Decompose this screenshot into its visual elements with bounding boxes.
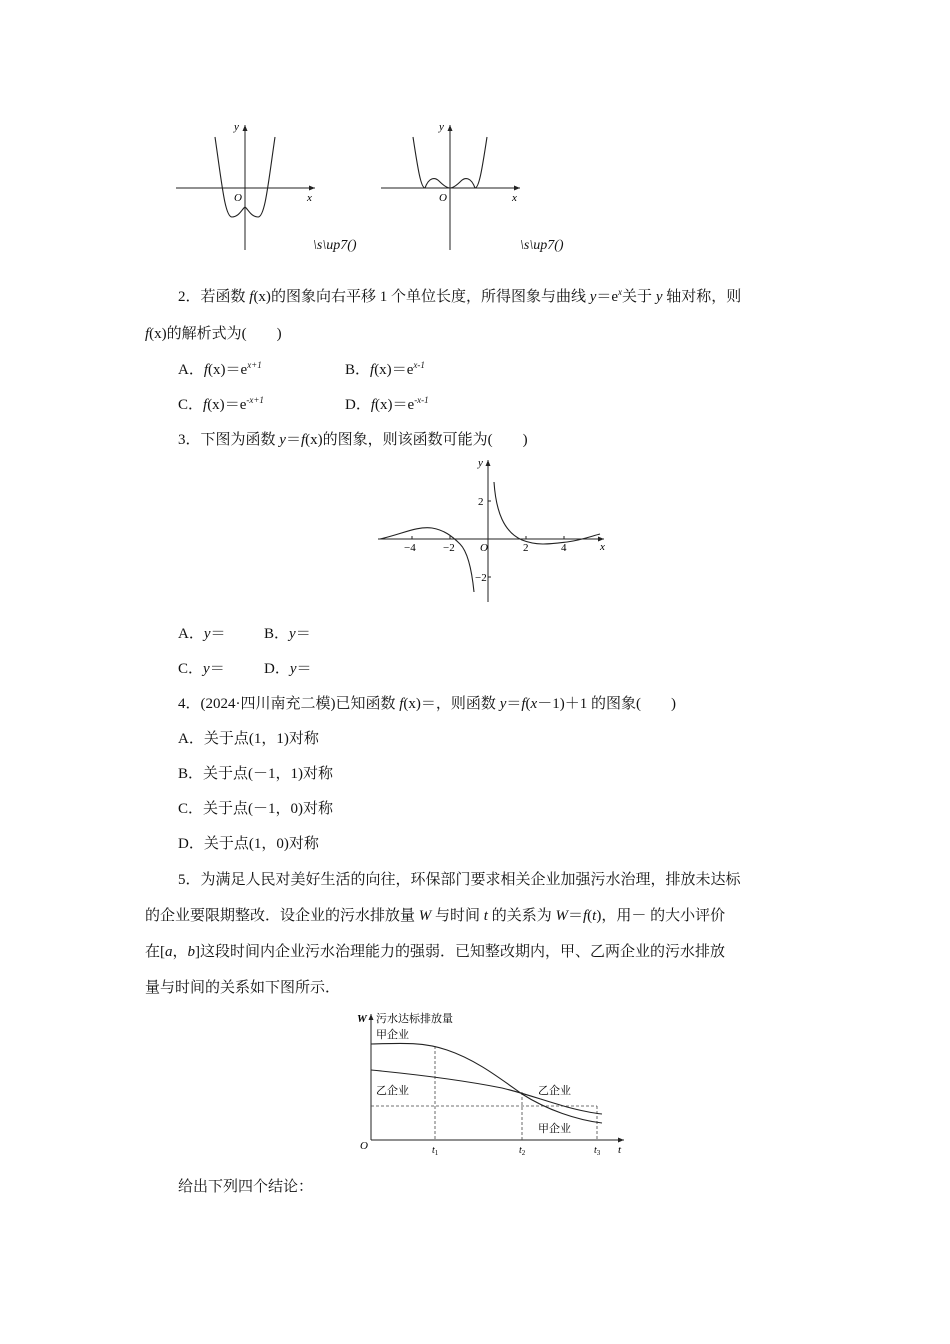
q2-option-c-arg: (x) xyxy=(207,397,225,413)
q5-t1-label: $t_1$ xyxy=(432,1145,439,1157)
q4-option-d[interactable] xyxy=(178,834,319,854)
q2-option-d-f: f xyxy=(370,397,376,413)
q3-option-c-eq: ＝ xyxy=(209,661,225,677)
q5-origin-label: O xyxy=(360,1140,368,1152)
q5-t3-label: $t_3$ xyxy=(594,1145,601,1157)
q5-line3-t1: 在[ xyxy=(145,944,165,960)
q5-line4: 量与时间的关系如下图所示． xyxy=(145,980,341,996)
q4-f2: f xyxy=(521,696,526,712)
q3-arg: (x) xyxy=(305,432,323,448)
q2-stem-line1 xyxy=(178,287,741,307)
q4-option-b-text: 关于点(－1，1)对称 xyxy=(203,766,334,782)
q3-option-a-label: A． xyxy=(178,626,204,642)
q3-number: 3．下图为函数 xyxy=(178,432,280,448)
q5-graph xyxy=(352,1008,632,1160)
q4-option-d-label: D． xyxy=(178,836,204,852)
q5-line2-t: t xyxy=(483,908,488,924)
q5-x-axis-label: t xyxy=(618,1144,622,1156)
q2-option-c-eq: ＝e xyxy=(224,397,247,413)
right-x-label: x xyxy=(512,192,517,204)
q2-option-a[interactable] xyxy=(178,360,262,380)
q3-option-c[interactable] xyxy=(178,659,225,679)
q2-option-b-arg: (x) xyxy=(374,362,392,378)
q2-option-c-f: f xyxy=(203,397,208,413)
figure1-right-graph xyxy=(375,115,535,255)
q5-line2-t5: ( xyxy=(587,908,593,924)
q5-line2-t3: 的关系为 xyxy=(487,908,556,924)
q2-fx: f xyxy=(249,289,254,305)
q5-line1: 5．为满足人民对美好生活的向往，环保部门要求相关企业加强污水治理，排放未达标 xyxy=(178,872,741,888)
q4-option-c-text: 关于点(－1，0)对称 xyxy=(203,801,334,817)
q2-text2: 关于 xyxy=(622,289,656,305)
q4-f: f xyxy=(399,696,404,712)
q3-x-label: x xyxy=(600,541,605,553)
q2-option-d[interactable] xyxy=(345,395,429,415)
q3-option-c-label: C． xyxy=(178,661,204,677)
q3-option-b-label: B． xyxy=(264,626,290,642)
q2-option-b-exp: x-1 xyxy=(413,360,425,370)
q3-stem xyxy=(178,430,528,450)
q5-t2-label: $t_2$ xyxy=(519,1145,526,1157)
q2-option-c-exp: -x+1 xyxy=(246,395,264,405)
q3-tick-x-2: 2 xyxy=(523,542,529,554)
q4-stem xyxy=(178,694,676,714)
left-y-label: y xyxy=(234,121,239,133)
q5-line2-f: f xyxy=(582,908,588,924)
q2-option-c-label: C． xyxy=(178,397,204,413)
q4-text4: －1)＋1 的图象( ) xyxy=(537,696,676,712)
q4-text3: ( xyxy=(525,696,531,712)
q5-line2-W: W xyxy=(418,908,432,924)
q3-f: f xyxy=(300,432,306,448)
q5-footer: 给出下列四个结论： xyxy=(178,1179,314,1195)
q2-y: y xyxy=(589,289,597,305)
q5-line2-t2: 与时间 xyxy=(431,908,484,924)
q3-option-d-label: D． xyxy=(264,661,290,677)
q5-company-b-left: 乙企业 xyxy=(376,1084,409,1097)
q5-standard-label: 污水达标排放量 xyxy=(376,1012,453,1025)
figure1-right-caption: \s\up7() xyxy=(520,238,564,253)
q3-y-label: y xyxy=(478,457,483,469)
left-x-label: x xyxy=(307,192,312,204)
q4-option-a-text: 关于点(1，1)对称 xyxy=(203,731,319,747)
figure1-left-caption: \s\up7() xyxy=(313,238,357,253)
q3-tail: 的图象，则该函数可能为( ) xyxy=(322,432,528,448)
q5-y-axis-label: W xyxy=(357,1013,367,1025)
q5-line2-t6: )，用－ 的大小评价 xyxy=(596,908,726,924)
q3-graph xyxy=(372,452,617,607)
q5-line2-tt: t xyxy=(592,908,597,924)
q5-line3-t2: ， xyxy=(172,944,188,960)
q2-option-d-label: D． xyxy=(345,397,371,413)
q2-option-c[interactable] xyxy=(178,395,264,415)
q3-option-a-eq: ＝ xyxy=(210,626,226,642)
q5-line3 xyxy=(145,942,725,962)
q3-option-b[interactable] xyxy=(264,624,311,644)
q4-option-d-text: 关于点(1，0)对称 xyxy=(203,836,319,852)
q2-option-d-eq: ＝e xyxy=(392,397,415,413)
q3-option-b-eq: ＝ xyxy=(295,626,311,642)
q2-option-d-exp: -x-1 xyxy=(414,395,429,405)
q3-tick-y-2: 2 xyxy=(478,496,484,508)
q3-option-d[interactable] xyxy=(264,659,312,679)
figure1-left-graph xyxy=(170,115,330,255)
q4-option-c-label: C． xyxy=(178,801,204,817)
q3-option-b-y: y xyxy=(289,626,296,642)
q2-option-a-label: A． xyxy=(178,362,204,378)
q2-option-a-exp: x+1 xyxy=(247,360,262,370)
q2-option-a-eq: ＝e xyxy=(225,362,248,378)
q2-arg2: (x) xyxy=(149,326,167,342)
q2-option-b-label: B． xyxy=(345,362,371,378)
q5-line3-a: a xyxy=(165,944,173,960)
q2-text4: 的解析式为( ) xyxy=(166,326,282,342)
q4-option-a[interactable] xyxy=(178,729,319,749)
q2-text1: 的图象向右平移 1 个单位长度，所得图象与曲线 xyxy=(270,289,590,305)
right-origin-label: O xyxy=(439,192,447,204)
q3-origin-label: O xyxy=(480,542,488,554)
q5-company-a-top: 甲企业 xyxy=(376,1028,409,1041)
q4-option-a-label: A． xyxy=(178,731,204,747)
q5-line3-t3: ]这段时间内企业污水治理能力的强弱．已知整改期内，甲、乙两企业的污水排放 xyxy=(195,944,726,960)
q4-text2: ＝ xyxy=(506,696,522,712)
q2-option-b-f: f xyxy=(370,362,375,378)
q3-tick-y-neg2: −2 xyxy=(475,572,487,584)
q5-line2-t1: 的企业要限期整改．设企业的污水排放量 xyxy=(145,908,419,924)
q5-line2 xyxy=(145,906,725,926)
q4-option-b[interactable] xyxy=(178,764,333,784)
q2-y2: y xyxy=(655,289,663,305)
q3-y: y xyxy=(279,432,286,448)
q3-option-d-eq: ＝ xyxy=(296,661,312,677)
q3-option-a-y: y xyxy=(203,626,211,642)
q3-eq: ＝ xyxy=(285,432,301,448)
q4-number: 4．(2024·四川南充二模)已知函数 xyxy=(178,696,400,712)
q2-option-d-arg: (x) xyxy=(375,397,393,413)
q2-sup: x xyxy=(618,287,623,297)
q5-line3-b: b xyxy=(187,944,196,960)
q3-tick-x-4: 4 xyxy=(561,542,567,554)
q3-tick-x-neg2: −2 xyxy=(443,542,455,554)
q4-x2: x xyxy=(530,696,538,712)
q3-tick-x-neg4: −4 xyxy=(404,542,416,554)
q4-option-b-label: B． xyxy=(178,766,204,782)
q4-y: y xyxy=(499,696,507,712)
q5-line2-W2: W xyxy=(555,908,568,924)
q3-option-a[interactable] xyxy=(178,624,226,644)
q2-text3: 轴对称，则 xyxy=(662,289,742,305)
q2-option-b-eq: ＝e xyxy=(391,362,414,378)
q5-line2-t4: ＝ xyxy=(567,908,583,924)
q2-option-a-f: f xyxy=(203,362,209,378)
q4-arg: (x) xyxy=(403,696,421,712)
q2-fx2: f xyxy=(145,326,150,342)
q2-eq: ＝e xyxy=(596,289,619,305)
q2-number: 2．若函数 xyxy=(178,289,250,305)
q3-option-d-y: y xyxy=(289,661,297,677)
q2-stem-line2 xyxy=(145,324,282,344)
q2-option-b[interactable] xyxy=(345,360,425,380)
left-origin-label: O xyxy=(234,192,242,204)
q4-text1: ＝，则函数 xyxy=(420,696,500,712)
right-y-label: y xyxy=(439,121,444,133)
q2-arg: (x) xyxy=(253,289,271,305)
q3-option-c-y: y xyxy=(203,661,210,677)
q5-company-b-right: 乙企业 xyxy=(538,1084,571,1097)
q5-company-a-bottom: 甲企业 xyxy=(538,1122,571,1135)
q2-option-a-arg: (x) xyxy=(208,362,226,378)
q4-option-c[interactable] xyxy=(178,799,333,819)
